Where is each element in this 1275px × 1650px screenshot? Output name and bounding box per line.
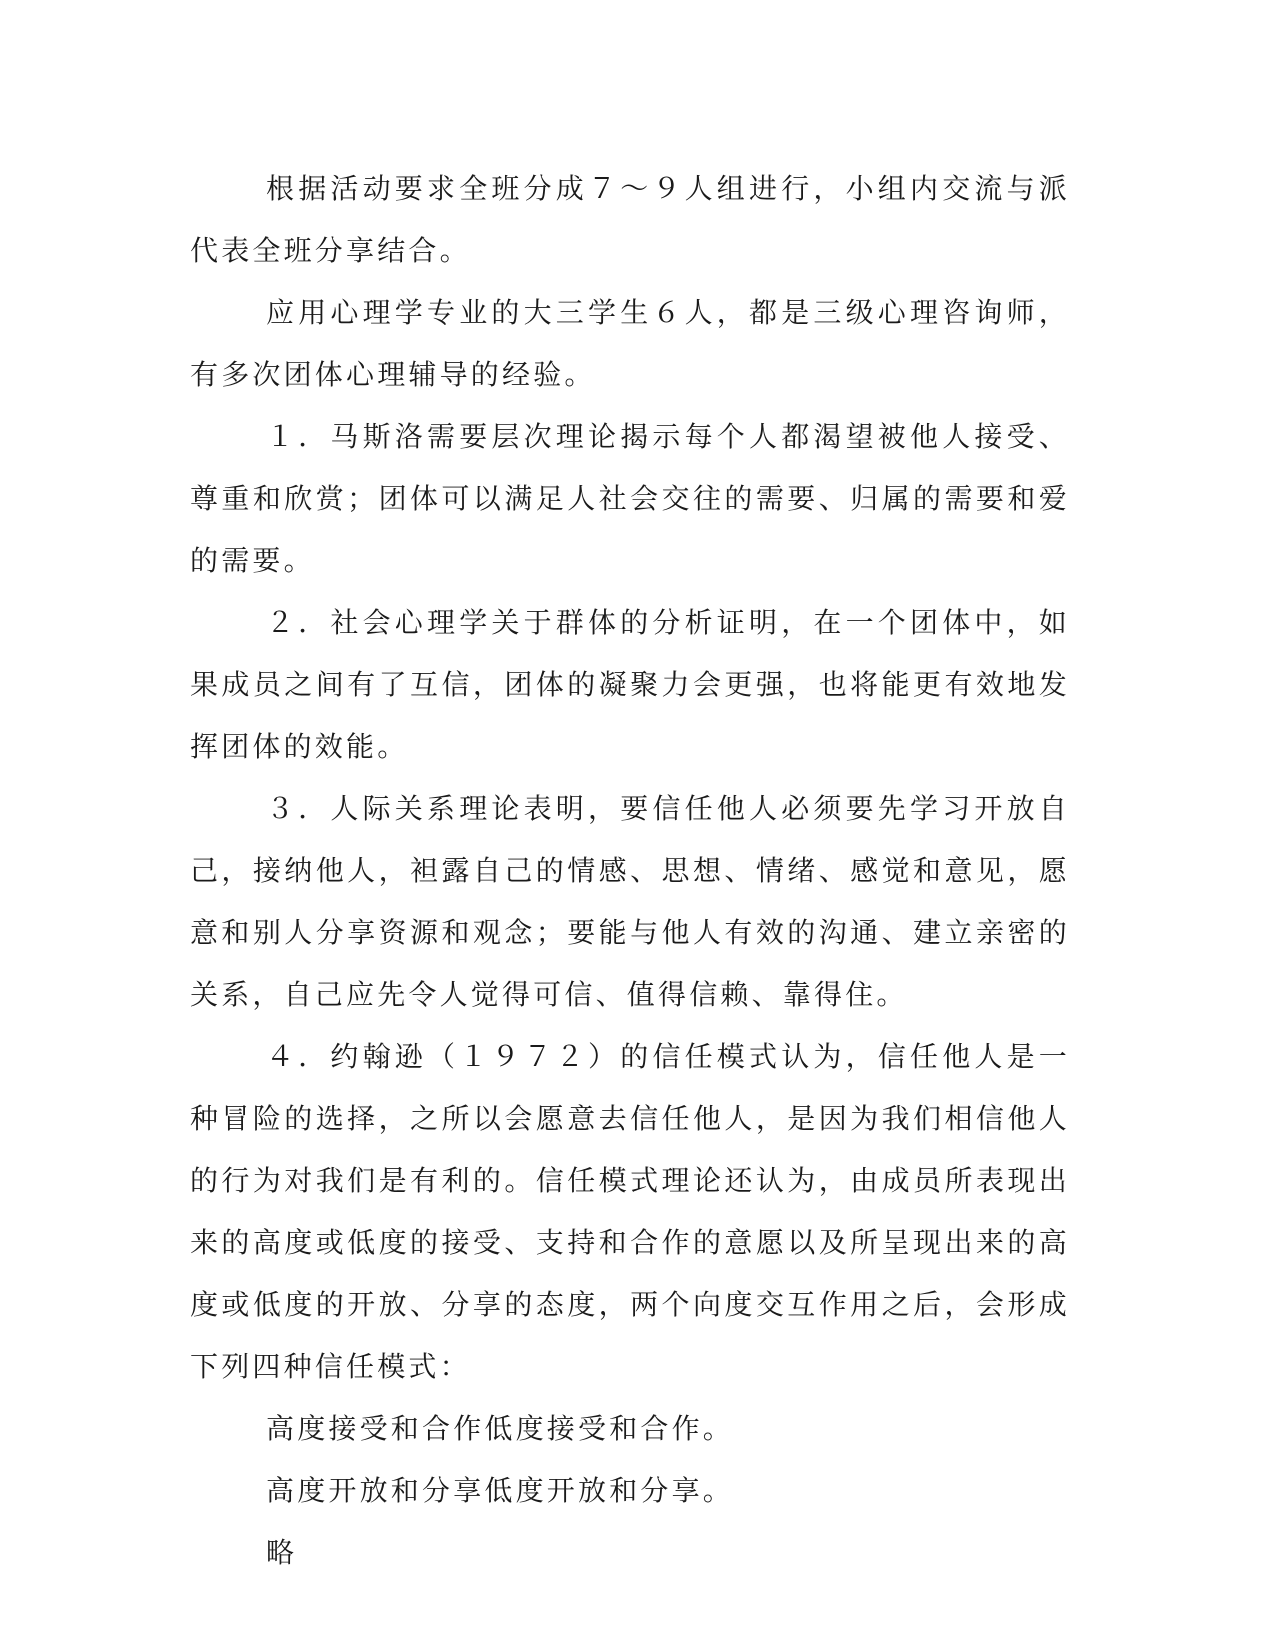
paragraph-facilitators: 应用心理学专业的大三学生６人，都是三级心理咨询师，有多次团体心理辅导的经验。 [190, 296, 1070, 391]
paragraph-grouping: 根据活动要求全班分成７～９人组进行，小组内交流与派代表全班分享结合。 [190, 172, 1070, 267]
paragraph-theory-social-psychology: ２．社会心理学关于群体的分析证明，在一个团体中，如果成员之间有了互信，团体的凝聚力会更强，也将能更有效地发挥团体的效能。 [190, 606, 1070, 763]
document-body [190, 158, 1070, 1584]
paragraph-theory-interpersonal: ３．人际关系理论表明，要信任他人必须要先学习开放自己，接纳他人，袒露自己的情感、思想、情绪、感觉和意见，愿意和别人分享资源和观念；要能与他人有效的沟通、建立亲密的关系，自己应先令人觉得可信、值得信赖、靠得住。 [190, 792, 1070, 1011]
paragraph-acceptance-cooperation: 高度接受和合作低度接受和合作。 [266, 1412, 735, 1445]
paragraph-openness-sharing: 高度开放和分享低度开放和分享。 [266, 1474, 735, 1507]
paragraph-theory-johnson: ４．约翰逊（１９７２）的信任模式认为，信任他人是一种冒险的选择，之所以会愿意去信任他人，是因为我们相信他人的行为对我们是有利的。信任模式理论还认为，由成员所表现出来的高度或低度的接受、支持和合作的意愿以及所呈现出来的高度或低度的开放、分享的态度，两个向度交互作用之后，会形成下列四种信任模式： [190, 1040, 1070, 1383]
paragraph-omitted: 略 [266, 1536, 298, 1569]
paragraph-theory-maslow: １．马斯洛需要层次理论揭示每个人都渴望被他人接受、尊重和欣赏；团体可以满足人社会交往的需要、归属的需要和爱的需要。 [190, 420, 1070, 577]
